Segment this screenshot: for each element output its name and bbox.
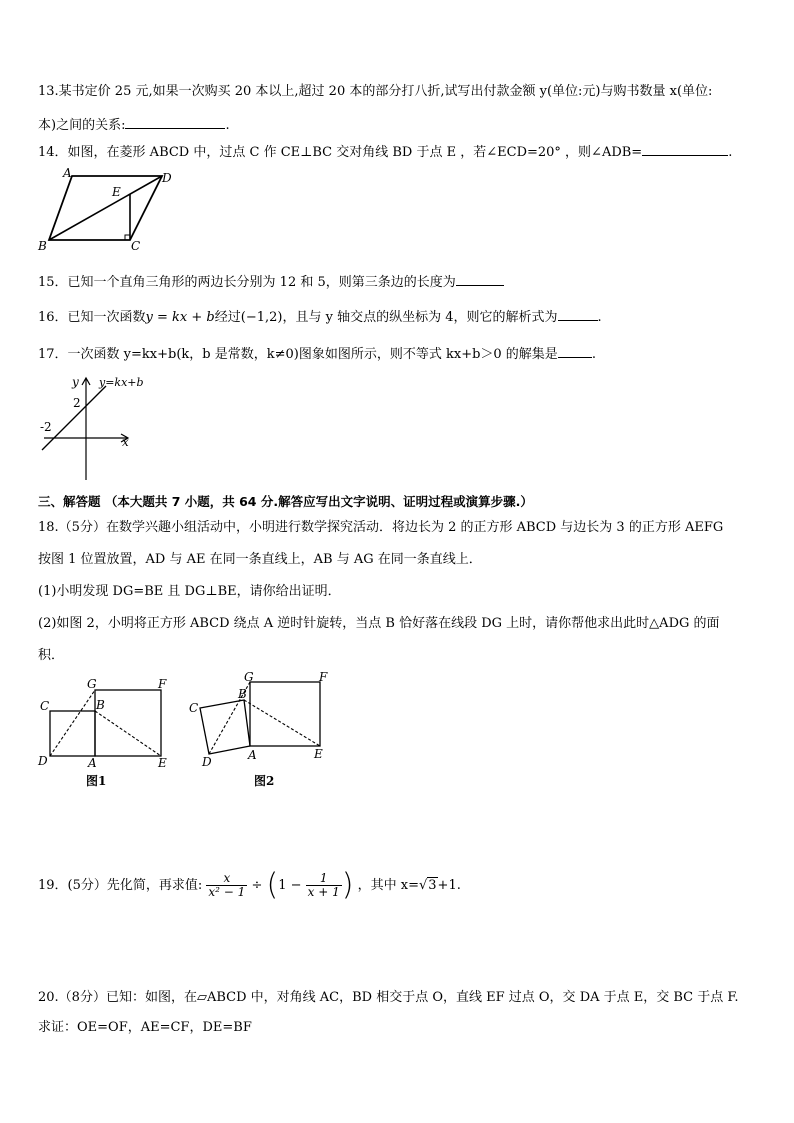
q14-text: 14．如图，在菱形 ABCD 中，过点 C 作 CE⊥BC 交对角线 BD 于点 E ，若∠ECD=20° ，则∠ADB= <box>38 145 643 160</box>
q19-rparen: ) <box>341 867 354 903</box>
section3-heading: 三、解答题 （本大题共 7 小题，共 64 分.解答应写出文字说明、证明过程或演算步骤.） <box>38 494 533 509</box>
q18-line3: (1)小明发现 DG=BE 且 DG⊥BE，请你给出证明． <box>38 584 341 599</box>
q16-prefix: 16．已知一次函数 <box>38 310 146 325</box>
segment-be-2 <box>244 700 320 746</box>
fig2-label-e: E <box>314 747 323 761</box>
label-a: A <box>63 166 72 180</box>
fig1-label-f: F <box>158 677 167 691</box>
q19-frac2-den: x + 1 <box>307 885 340 899</box>
fig2-label-d: D <box>202 755 212 769</box>
square-abcd <box>50 711 95 756</box>
q17-graph <box>36 370 146 485</box>
q19-one-minus: 1 − <box>278 878 302 893</box>
fig1-label-e: E <box>158 756 167 770</box>
q15-text: 15．已知一个直角三角形的两边长分别为 12 和 5，则第三条边的长度为 <box>38 275 456 290</box>
x-axis-label: x <box>122 435 129 449</box>
q18-figure-2 <box>186 668 336 792</box>
y-axis-label: y <box>72 375 79 389</box>
q17-line <box>38 345 596 363</box>
square-aefg-2 <box>250 682 320 746</box>
q19-sqrt-sign: √ <box>418 878 428 893</box>
q18-line2: 按图 1 位置放置，AD 与 AE 在同一条直线上，AB 与 AG 在同一条直线上． <box>38 552 482 567</box>
fig1-label-b: B <box>96 698 105 712</box>
q19-frac1 <box>206 872 247 899</box>
q16-mid: 经过 <box>214 310 241 325</box>
label-e: E <box>112 185 121 199</box>
q18-line1: 18.（5分）在数学兴趣小组活动中，小明进行数学探究活动．将边长为 2 的正方形 ABCD 与边长为 3 的正方形 AEFG <box>38 520 724 535</box>
fig2-caption: 图2 <box>254 774 275 788</box>
fig2-label-f: F <box>319 670 328 684</box>
q19-plus: +1. <box>437 878 461 893</box>
q15-line <box>38 273 504 291</box>
q20-line2: 求证：OE=OF，AE=CF，DE=BF <box>38 1020 252 1035</box>
fig2-label-g: G <box>244 670 254 684</box>
q15-answer-blank[interactable] <box>456 273 504 286</box>
fig2-label-b: B <box>238 687 247 701</box>
q19-div: ÷ <box>251 878 263 893</box>
q13-answer-blank[interactable] <box>125 116 225 129</box>
func-label: y=kx+b <box>99 376 144 389</box>
q19-frac1-den: x² − 1 <box>208 885 246 899</box>
label-b: B <box>38 239 47 253</box>
q16-point: (−1,2) <box>240 310 283 325</box>
q19-frac2 <box>306 872 342 899</box>
q19-frac2-num: 1 <box>306 872 342 886</box>
label-c: C <box>131 239 141 253</box>
q13-line2-text: 本)之间的关系: <box>38 118 126 133</box>
q14-rhombus-figure <box>36 166 186 254</box>
q19-prefix: 19．(5分）先化简，再求值: <box>38 878 203 893</box>
fig1-label-d: D <box>38 754 48 768</box>
segment-dg <box>50 690 95 756</box>
fig2-label-c: C <box>189 701 199 715</box>
fig1-label-c: C <box>40 699 50 713</box>
x-intercept-label: -2 <box>40 420 52 434</box>
fig1-label-a: A <box>88 756 97 770</box>
q16-answer-blank[interactable] <box>558 308 598 321</box>
q13-end: . <box>225 118 230 133</box>
label-d: D <box>162 171 172 185</box>
fig1-caption: 图1 <box>86 774 107 788</box>
q19-frac1-num: x <box>206 872 247 886</box>
q19-sqrt-val: 3 <box>428 878 437 893</box>
y-intercept-label: 2 <box>73 396 81 410</box>
q19-line <box>38 866 461 906</box>
q19-suffix: ，其中 x= <box>357 878 419 893</box>
q14-answer-blank[interactable] <box>642 143 728 156</box>
q14-end: . <box>728 145 733 160</box>
q18-figure-1 <box>34 674 174 792</box>
square-aefg <box>95 690 161 756</box>
q16-suffix: ，且与 y 轴交点的纵坐标为 4，则它的解析式为 <box>282 310 558 325</box>
segment-be <box>95 711 161 756</box>
q14-line <box>38 143 732 161</box>
fig2-label-a: A <box>248 748 257 762</box>
q17-answer-blank[interactable] <box>558 345 592 358</box>
q18-line5: 积． <box>38 648 65 663</box>
q17-end: . <box>591 347 596 362</box>
q16-end: . <box>597 310 602 325</box>
q19-lparen: ( <box>266 867 279 903</box>
q18-line4: (2)如图 2，小明将正方形 ABCD 绕点 A 逆时针旋转，当点 B 恰好落在线段 DG 上时，请你帮他求出此时△ADG 的面 <box>38 616 720 631</box>
fig1-label-g: G <box>87 677 97 691</box>
q16-func: y = kx + b <box>145 310 215 325</box>
q16-line <box>38 308 602 326</box>
q13-line2 <box>38 116 230 134</box>
q17-text: 17．一次函数 y=kx+b(k，b 是常数，k≠0)图象如图所示，则不等式 kx+b＞0 的解集是 <box>38 347 558 362</box>
q20-line1: 20.（8分）已知：如图，在▱ABCD 中，对角线 AC，BD 相交于点 O，直线 EF 过点 O，交 DA 于点 E，交 BC 于点 F. <box>38 990 739 1005</box>
q13-line1: 13.某书定价 25 元,如果一次购买 20 本以上,超过 20 本的部分打八折,试写出付款金额 y(单位:元)与购书数量 x(单位: <box>38 84 713 99</box>
